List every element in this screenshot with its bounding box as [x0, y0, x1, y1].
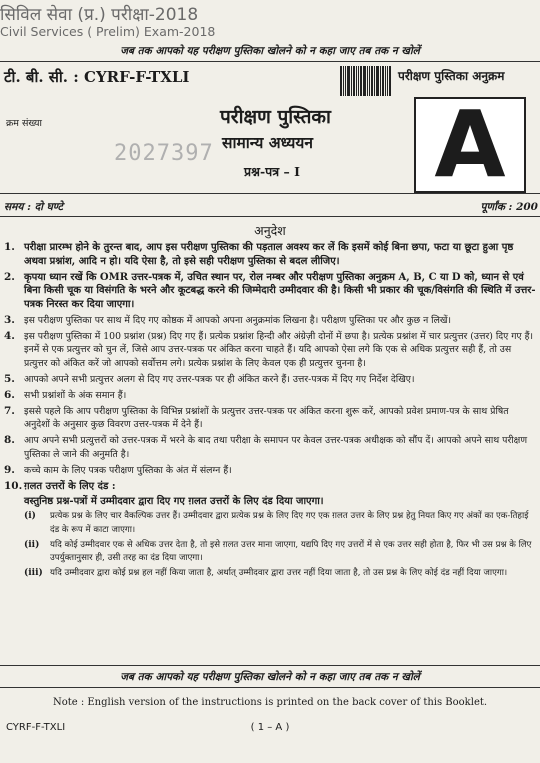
- barcode-bar: [358, 66, 359, 96]
- instruction-item: [4, 389, 536, 403]
- serial-number: 2027397: [114, 141, 214, 166]
- paper-title: प्रश्न-पत्र – I: [244, 164, 300, 179]
- instruction-item: [4, 314, 536, 328]
- barcode-bar: [347, 66, 350, 96]
- barcode-bar: [345, 66, 346, 96]
- footer-code: CYRF-F-TXLI: [6, 722, 66, 733]
- booklet-code: टी. बी. सी. : CYRF-F-TXLI: [4, 68, 190, 86]
- penalty-title: ग़लत उत्तरों के लिए दंड :: [24, 480, 116, 492]
- barcode-bar: [356, 66, 357, 96]
- page-number: ( 1 – A ): [250, 722, 290, 733]
- item-number: 5.: [4, 372, 15, 385]
- item-number: 1.: [4, 241, 15, 253]
- instruction-item: [4, 330, 536, 371]
- divider-bottom-top: [0, 665, 540, 666]
- instruction-item: [4, 271, 536, 312]
- divider-top: [0, 61, 540, 62]
- penalty-subitem: [24, 567, 536, 581]
- barcode: [340, 66, 392, 96]
- barcode-bar: [363, 66, 366, 96]
- instruction-item: [4, 373, 536, 387]
- item-number: 8.: [4, 434, 15, 446]
- barcode-bar: [351, 66, 352, 96]
- barcode-bar: [369, 66, 370, 96]
- instruction-item: [4, 405, 536, 432]
- barcode-bar: [380, 66, 381, 96]
- barcode-bar: [343, 66, 344, 96]
- english-note: Note : English version of the instructions is printed on the back cover of this Booklet.: [52, 697, 488, 708]
- item-number: 10.: [4, 479, 23, 492]
- barcode-bar: [360, 66, 362, 96]
- subitem-number: (ii): [24, 539, 40, 550]
- penalty-subitem: [24, 510, 536, 537]
- item-text: आप अपने सभी प्रत्युत्तरों को उत्तर-पत्रक में भरने के बाद तथा परीक्षा के समापन पर केवल उत्तर-पत्रक अधीक्षक को सौंप दें। आपको अपने साथ परीक्षण पुस्तिका ले जाने की अनुमति है।: [24, 435, 528, 460]
- exam-title-english: Civil Services ( Prelim) Exam-2018: [0, 24, 216, 39]
- subject-title: सामान्य अध्ययन: [222, 133, 313, 152]
- barcode-bar: [353, 66, 355, 96]
- item-text: इस परीक्षण पुस्तिका में 100 प्रश्नांश (प्रश्न) दिए गए हैं। प्रत्येक प्रश्नांश हिन्दी और अंग्रेज़ी दोनों में छपा है। प्रत्येक प्रश्नांश में चार प्रत्युत्तर (उत्तर) दिए गए हैं। इनमें से एक प्रत्युत्तर को चुन लें, जिसे आप उत्तर-पत्रक पर अंकित करना चाहते हैं। यदि आपको ऐसा लगे कि एक से अधिक प्रत्युत्तर सही हैं, तो उस प्रत्युत्तर को अंकित करें जो आपको सर्वोत्तम लगे। प्रत्येक प्रश्नांश के लिए केवल एक ही प्रत्युत्तर चुनना है।: [24, 330, 534, 369]
- item-number: 6.: [4, 388, 15, 401]
- bottom-warning: जब तक आपको यह परीक्षण पुस्तिका खोलने को न कहा जाए तब तक न खोलें: [120, 671, 420, 683]
- barcode-bar: [387, 66, 388, 96]
- item-number: 2.: [4, 270, 15, 283]
- item-text: कच्चे काम के लिए पत्रक परीक्षण पुस्तिका के अंत में संलग्न हैं।: [24, 464, 232, 476]
- exam-title-hindi: सिविल सेवा (प्र.) परीक्षा-2018: [0, 5, 199, 25]
- subitem-text: प्रत्येक प्रश्न के लिए चार वैकल्पिक उत्तर हैं। उम्मीदवार द्वारा प्रत्येक प्रश्न के लिए दिए गए एक ग़लत उत्तर के लिए प्रश्न हेतु नियत किए गए अंकों का एक-तिहाई दंड के रूप में काटा जाएगा।: [50, 511, 529, 535]
- barcode-bar: [374, 66, 375, 96]
- serial-label: क्रम संख्या: [6, 118, 42, 129]
- booklet-title: परीक्षण पुस्तिका: [220, 106, 331, 128]
- item-number: 9.: [4, 463, 15, 476]
- subitem-number: (iii): [24, 568, 43, 578]
- item-text: [24, 480, 536, 581]
- barcode-bar: [371, 66, 373, 96]
- item-text: इससे पहले कि आप परीक्षण पुस्तिका के विभिन्न प्रश्नांशों के प्रत्युत्तर उत्तर-पत्रक पर अंकित करना शुरू करें, आपको प्रवेश प्रमाण-पत्र के साथ प्रेषित अनुदेशों के अनुसार कुछ विवरण उत्तर-पत्रक में देने हैं।: [24, 405, 509, 430]
- instruction-item: [4, 464, 536, 478]
- barcode-bar: [376, 66, 379, 96]
- item-number: 3.: [4, 313, 15, 326]
- series-label: परीक्षण पुस्तिका अनुक्रम: [398, 69, 505, 83]
- barcode-bar: [382, 66, 384, 96]
- subitem-text: यदि कोई उम्मीदवार एक से अधिक उत्तर देता है, तो इसे ग़लत उत्तर माना जाएगा, यद्यपि दिए गए उत्तरों में से एक उत्तर सही होता है, फिर भी उस प्रश्न के लिए उपर्युक्तानुसार ही, उसी तरह का दंड दिया जाएगा।: [50, 539, 532, 563]
- instruction-item: [4, 241, 536, 268]
- item-number: 4.: [4, 329, 15, 342]
- maximum-marks: पूर्णांक : 200: [480, 201, 538, 213]
- subitem-number: (i): [24, 511, 36, 521]
- barcode-bar: [389, 66, 391, 96]
- top-warning: जब तक आपको यह परीक्षण पुस्तिका खोलने को न कहा जाए तब तक न खोलें: [120, 45, 420, 57]
- divider-meta-top: [0, 193, 540, 194]
- barcode-bar: [340, 66, 342, 96]
- item-text: कृपया ध्यान रखें कि OMR उत्तर-पत्रक में, उचित स्थान पर, रोल नम्बर और परीक्षण पुस्तिका अनुक्रम A, B, C या D को, ध्यान से एवं बिना किसी चूक या विसंगति के भरने और कूटबद्ध करने की जिम्मेदारी उम्मीदवार की है। किसी भी प्रकार की चूक/विसंगति की स्थिति में उत्तर-पत्रक निरस्त कर दिया जाएगा।: [24, 271, 536, 310]
- instruction-item-penalty: [4, 480, 536, 581]
- item-text: परीक्षा प्रारम्भ होने के तुरन्त बाद, आप इस परीक्षण पुस्तिका की पड़ताल अवश्य कर लें कि इसमें कोई बिना छपा, फटा या छूटा हुआ पृष्ठ अथवा प्रश्नांश, आदि न हो। यदि ऐसा है, तो इसे सही परीक्षण पुस्तिका से बदल लीजिए।: [24, 242, 514, 267]
- item-number: 7.: [4, 404, 15, 417]
- item-text: आपको अपने सभी प्रत्युत्तर अलग से दिए गए उत्तर-पत्रक पर ही अंकित करने हैं। उत्तर-पत्रक में दिए गए निर्देश देखिए।: [24, 373, 415, 385]
- series-letter: A: [434, 91, 506, 198]
- item-text: इस परीक्षण पुस्तिका पर साथ में दिए गए कोष्ठक में आपको अपना अनुक्रमांक लिखना है। परीक्षण पुस्तिका पर और कुछ न लिखें।: [24, 314, 452, 326]
- penalty-subitem: [24, 539, 536, 566]
- time-allowed: समय : दो घण्टे: [4, 201, 63, 213]
- item-text: सभी प्रश्नांशों के अंक समान हैं।: [24, 389, 127, 401]
- barcode-bar: [385, 66, 386, 96]
- subitem-text: यदि उम्मीदवार द्वारा कोई प्रश्न हल नहीं किया जाता है, अर्थात् उम्मीदवार द्वारा उत्तर नहीं दिया जाता है, तो उस प्रश्न के लिए कोई दंड नहीं दिया जाएगा।: [50, 568, 508, 578]
- instruction-item: [4, 434, 536, 461]
- instructions-heading: अनुदेश: [254, 223, 286, 238]
- instructions-list: [4, 241, 536, 583]
- series-box: [414, 91, 526, 198]
- penalty-lead: वस्तुनिष्ठ प्रश्न-पत्रों में उम्मीदवार द्वारा दिए गए ग़लत उत्तरों के लिए दंड दिया जाएगा।: [24, 496, 324, 507]
- divider-meta-bottom: [0, 216, 540, 217]
- divider-bottom: [0, 687, 540, 688]
- barcode-bar: [367, 66, 368, 96]
